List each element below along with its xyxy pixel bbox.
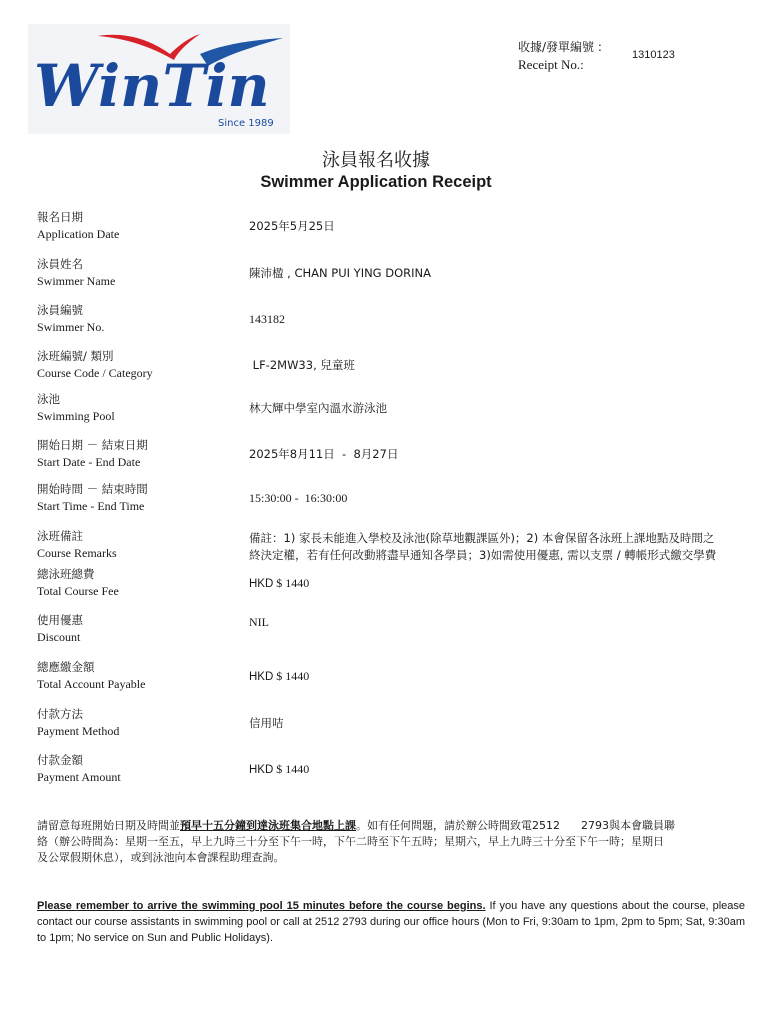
receipt-label-zh: 收據/發單編號 : (518, 40, 602, 54)
field-value: 信用咭 (249, 716, 284, 730)
field-label-en: Payment Method (37, 724, 120, 738)
logo-since-text: Since 1989 (218, 118, 274, 129)
amount: $ 1440 (273, 669, 310, 683)
notice-zh-bold: 預早十五分鐘到達泳班集合地點上課 (180, 819, 356, 832)
field-value: LF-2MW33, 兒童班 (249, 358, 355, 372)
field-label-en: Total Account Payable (37, 677, 146, 691)
field-label-zh: 付款金額 (37, 753, 83, 767)
field-value (249, 668, 757, 686)
notice-english (37, 898, 745, 946)
field-label-en: Course Remarks (37, 546, 117, 560)
field-label-zh: 泳池 (37, 392, 60, 406)
field-label-zh: 付款方法 (37, 707, 83, 721)
field-label-en: Course Code / Category (37, 366, 153, 380)
field-label-en: Start Time - End Time (37, 499, 145, 513)
field-value: NIL (249, 615, 269, 629)
field-label-en: Discount (37, 630, 81, 644)
notice-zh-line-2: 絡（辦公時間為：星期一至五，早上九時三十分至下午一時，下午二時至下午五時；星期六，早上九時三十分至下午一時；星期日 (37, 835, 664, 848)
notice-zh-line-3: 及公眾假期休息），或到泳池向本會課程助理查詢。 (37, 851, 285, 864)
amount: $ 1440 (273, 762, 310, 776)
notice-chinese (37, 818, 745, 866)
title-en: Swimmer Application Receipt (260, 173, 492, 191)
field-value (249, 761, 757, 779)
field-value: 林大輝中學室內溫水游泳池 (249, 401, 387, 415)
currency-code: HKD (249, 764, 274, 776)
receipt-label-en: Receipt No.: (518, 57, 584, 72)
field-label-en: Swimmer Name (37, 274, 116, 288)
notice-zh-pre: 請留意每班開始日期及時間並 (37, 819, 180, 832)
field-label-en: Payment Amount (37, 770, 121, 784)
field-label-zh: 總應繳金額 (37, 660, 95, 674)
field-value: 15:30:00 - 16:30:00 (249, 491, 348, 505)
wintin-logo (28, 24, 290, 134)
currency-code: HKD (249, 578, 274, 590)
field-label-zh: 總泳班總費 (37, 567, 95, 581)
field-label-en: Start Date - End Date (37, 455, 141, 469)
amount: $ 1440 (273, 576, 310, 590)
field-label-en: Swimming Pool (37, 409, 115, 423)
field-label-en: Total Course Fee (37, 584, 119, 598)
course-remarks-text (249, 530, 757, 564)
receipt-number-block (518, 38, 675, 74)
field-value: 陳沛楹 , CHAN PUI YING DORINA (249, 266, 432, 280)
field-label-en: Swimmer No. (37, 320, 105, 334)
field-label-zh: 使用優惠 (37, 613, 83, 627)
field-value: 143182 (249, 312, 285, 326)
notice-zh-post: 。如有任何問題，請於辦公時間致電2512 2793與本會職員聯 (356, 819, 675, 832)
notice-en-bold: Please remember to arrive the swimming pool 15 minutes before the course begins. (37, 900, 486, 912)
remarks-line-2: 終決定權，若有任何改動將盡早通知各學員；3)如需使用優惠, 需以支票 / 轉帳形式繳交學費 (249, 548, 717, 562)
logo-brand-text: WinTin (34, 52, 270, 120)
field-label-zh: 報名日期 (37, 210, 83, 224)
title-zh: 泳員報名收據 (322, 150, 430, 171)
field-label-en: Application Date (37, 227, 120, 241)
field-label-zh: 開始日期 － 結束日期 (37, 438, 148, 452)
field-value (249, 575, 757, 593)
notice-en-rest: If you have any questions about the course, please contact our course assistants in swimming pool or call at 2512 2793 during our office hours (Mon to Fri, 9:30am to 1pm, 2pm to 5pm; Sat, 9:30am to 1pm; No service on Sun and Public Holidays). (37, 900, 745, 944)
field-value: 2025年8月11日 - 8月27日 (249, 447, 399, 461)
currency-code: HKD (249, 671, 274, 683)
field-label-zh: 泳員編號 (37, 303, 83, 317)
field-label-zh: 泳員姓名 (37, 257, 83, 271)
receipt-number: 1310123 (632, 49, 675, 61)
field-label-zh: 開始時間 － 結束時間 (37, 482, 148, 496)
field-label-zh: 泳班備註 (37, 529, 83, 543)
field-value: 2025年5月25日 (249, 219, 335, 233)
field-label-zh: 泳班編號/ 類別 (37, 349, 114, 363)
remarks-line-1: 備註：1) 家長未能進入學校及泳池(除草地觀課區外)；2) 本會保留各泳班上課地點及時間之 (249, 531, 715, 545)
